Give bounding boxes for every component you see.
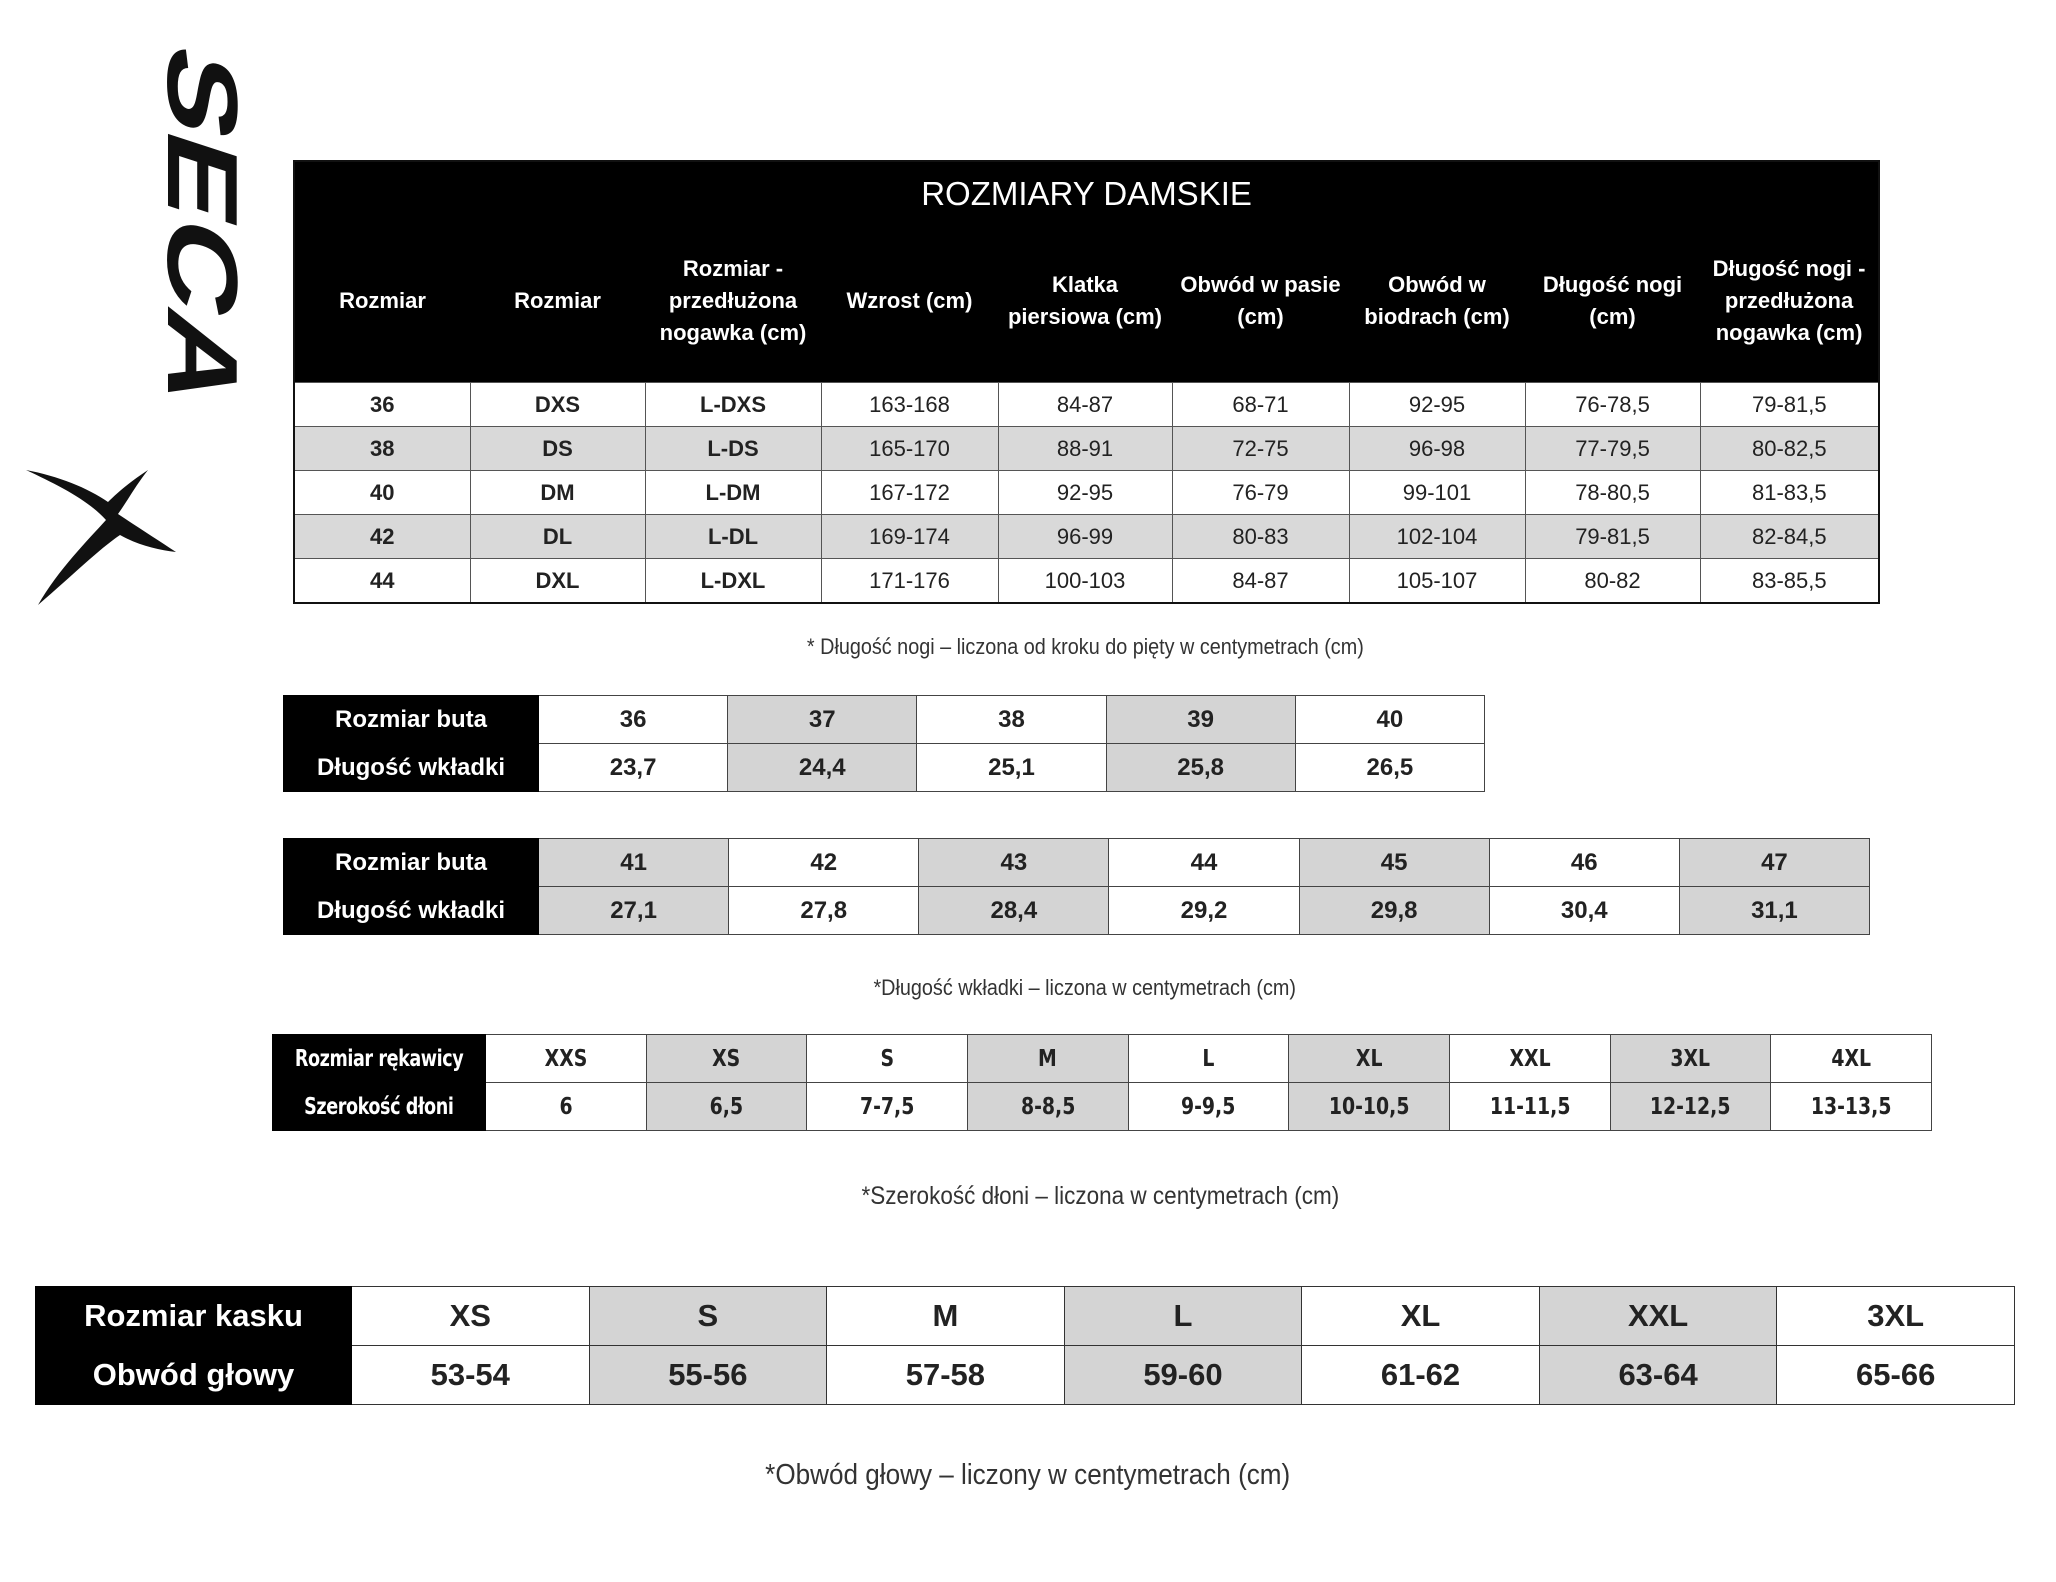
header-cell: Obwód w pasie (cm) xyxy=(1172,220,1349,383)
header-row xyxy=(294,220,1879,383)
table-cell: XL xyxy=(1289,1035,1450,1083)
table-cell: 102-104 xyxy=(1349,515,1525,559)
table-cell: 57-58 xyxy=(827,1346,1065,1405)
glove-size-table xyxy=(272,1034,1932,1131)
table-cell: 80-82 xyxy=(1525,559,1700,604)
table-cell: 72-75 xyxy=(1172,427,1349,471)
table-cell: 38 xyxy=(294,427,470,471)
row-label: Rozmiar buta xyxy=(284,839,539,887)
table-cell: 99-101 xyxy=(1349,471,1525,515)
table-cell: 92-95 xyxy=(1349,383,1525,427)
table-cell: M xyxy=(827,1287,1065,1346)
table-cell: 79-81,5 xyxy=(1700,383,1879,427)
table-cell: 8-8,5 xyxy=(967,1083,1128,1131)
logo-swoosh-icon xyxy=(26,470,176,605)
table-cell: 68-71 xyxy=(1172,383,1349,427)
header-cell: Rozmiar xyxy=(294,220,470,383)
table-cell: 46 xyxy=(1489,839,1679,887)
table-row xyxy=(294,515,1879,559)
table-cell: 41 xyxy=(539,839,729,887)
table-cell: 40 xyxy=(294,471,470,515)
table-cell: L xyxy=(1064,1287,1302,1346)
table-row xyxy=(294,383,1879,427)
table-cell: 6 xyxy=(486,1083,647,1131)
row-label: Rozmiar rękawicy xyxy=(273,1035,486,1083)
table-cell: 31,1 xyxy=(1679,887,1869,935)
table-cell: L-DXL xyxy=(645,559,821,604)
header-cell: Długość nogi - przedłużona nogawka (cm) xyxy=(1700,220,1879,383)
table-cell: 42 xyxy=(729,839,919,887)
table-cell: L-DXS xyxy=(645,383,821,427)
table-cell: 55-56 xyxy=(589,1346,827,1405)
table-cell: 165-170 xyxy=(821,427,998,471)
logo-text: SECA xyxy=(146,33,259,425)
table-cell: 53-54 xyxy=(352,1346,590,1405)
table-cell: 59-60 xyxy=(1064,1346,1302,1405)
row-label: Długość wkładki xyxy=(284,887,539,935)
table-cell: 4XL xyxy=(1771,1035,1932,1083)
leg-length-note: * Długość nogi – liczona od kroku do pięty w centymetrach (cm) xyxy=(806,634,1364,659)
row-label: Szerokość dłoni xyxy=(273,1083,486,1131)
table-cell: 84-87 xyxy=(998,383,1172,427)
table-cell: 76-78,5 xyxy=(1525,383,1700,427)
table-cell: 163-168 xyxy=(821,383,998,427)
header-cell: Długość nogi (cm) xyxy=(1525,220,1700,383)
table-row xyxy=(294,427,1879,471)
table-cell: DS xyxy=(470,427,645,471)
table-cell: 78-80,5 xyxy=(1525,471,1700,515)
table-cell: XS xyxy=(352,1287,590,1346)
table-cell: 171-176 xyxy=(821,559,998,604)
table-cell: M xyxy=(967,1035,1128,1083)
table-cell: L-DM xyxy=(645,471,821,515)
table-cell: 7-7,5 xyxy=(807,1083,968,1131)
table-cell: 29,2 xyxy=(1109,887,1299,935)
table-cell: 92-95 xyxy=(998,471,1172,515)
table-cell: 26,5 xyxy=(1295,744,1484,792)
table-cell: 65-66 xyxy=(1777,1346,2015,1405)
table-cell: 37 xyxy=(728,696,917,744)
table-cell: 42 xyxy=(294,515,470,559)
table-cell: 80-83 xyxy=(1172,515,1349,559)
table-cell: 24,4 xyxy=(728,744,917,792)
table-cell: 36 xyxy=(294,383,470,427)
table-cell: DXL xyxy=(470,559,645,604)
shoe-size-table-1 xyxy=(283,695,1485,792)
table-cell: 167-172 xyxy=(821,471,998,515)
header-cell: Rozmiar - przedłużona nogawka (cm) xyxy=(645,220,821,383)
helmet-size-table xyxy=(35,1286,2015,1405)
table-cell: 9-9,5 xyxy=(1128,1083,1289,1131)
table-cell: 10-10,5 xyxy=(1289,1083,1450,1131)
table-cell: XL xyxy=(1302,1287,1540,1346)
table-cell: 13-13,5 xyxy=(1771,1083,1932,1131)
table-cell: 88-91 xyxy=(998,427,1172,471)
table-cell: 25,8 xyxy=(1106,744,1295,792)
shoe-size-table-2 xyxy=(283,838,1870,935)
table-cell: 44 xyxy=(294,559,470,604)
header-cell: Wzrost (cm) xyxy=(821,220,998,383)
table-cell: XXS xyxy=(486,1035,647,1083)
table-cell: 61-62 xyxy=(1302,1346,1540,1405)
table-cell: 36 xyxy=(539,696,728,744)
head-circumference-note: *Obwód głowy – liczony w centymetrach (cm) xyxy=(765,1459,1291,1491)
row-label: Rozmiar buta xyxy=(284,696,539,744)
table-cell: 81-83,5 xyxy=(1700,471,1879,515)
table-cell: XXL xyxy=(1539,1287,1777,1346)
table-row xyxy=(294,559,1879,604)
table-cell: XXL xyxy=(1449,1035,1610,1083)
table-cell: 27,1 xyxy=(539,887,729,935)
table-cell: L-DL xyxy=(645,515,821,559)
seca-logo xyxy=(18,30,259,615)
table-cell: S xyxy=(589,1287,827,1346)
table-cell: DL xyxy=(470,515,645,559)
table-cell: 28,4 xyxy=(919,887,1109,935)
table-cell: 47 xyxy=(1679,839,1869,887)
table-cell: 3XL xyxy=(1777,1287,2015,1346)
table-cell: 105-107 xyxy=(1349,559,1525,604)
row-label: Długość wkładki xyxy=(284,744,539,792)
table-cell: 80-82,5 xyxy=(1700,427,1879,471)
table-cell: 27,8 xyxy=(729,887,919,935)
table-cell: L xyxy=(1128,1035,1289,1083)
table-cell: 11-11,5 xyxy=(1449,1083,1610,1131)
table-cell: 76-79 xyxy=(1172,471,1349,515)
header-cell: Klatka piersiowa (cm) xyxy=(998,220,1172,383)
table-cell: 25,1 xyxy=(917,744,1106,792)
table-cell: 45 xyxy=(1299,839,1489,887)
women-size-table xyxy=(293,160,1880,604)
header-cell: Rozmiar xyxy=(470,220,645,383)
row-label: Rozmiar kasku xyxy=(36,1287,352,1346)
table-cell: 3XL xyxy=(1610,1035,1771,1083)
table-cell: 84-87 xyxy=(1172,559,1349,604)
table-cell: 77-79,5 xyxy=(1525,427,1700,471)
table-cell: DM xyxy=(470,471,645,515)
table-cell: 96-98 xyxy=(1349,427,1525,471)
table-cell: 96-99 xyxy=(998,515,1172,559)
table-cell: L-DS xyxy=(645,427,821,471)
table-cell: 82-84,5 xyxy=(1700,515,1879,559)
palm-width-note: *Szerokość dłoni – liczona w centymetrach (cm) xyxy=(861,1182,1339,1210)
header-cell: Obwód w biodrach (cm) xyxy=(1349,220,1525,383)
table-cell: 83-85,5 xyxy=(1700,559,1879,604)
table-cell: 40 xyxy=(1295,696,1484,744)
row-label: Obwód głowy xyxy=(36,1346,352,1405)
table-cell: 43 xyxy=(919,839,1109,887)
table-cell: 100-103 xyxy=(998,559,1172,604)
table-row xyxy=(294,471,1879,515)
table-title: ROZMIARY DAMSKIE xyxy=(294,161,1879,220)
table-cell: 63-64 xyxy=(1539,1346,1777,1405)
table-cell: DXS xyxy=(470,383,645,427)
table-cell: XS xyxy=(646,1035,807,1083)
table-cell: 29,8 xyxy=(1299,887,1489,935)
table-cell: 12-12,5 xyxy=(1610,1083,1771,1131)
table-cell: 23,7 xyxy=(539,744,728,792)
table-cell: 39 xyxy=(1106,696,1295,744)
table-cell: 6,5 xyxy=(646,1083,807,1131)
table-cell: 38 xyxy=(917,696,1106,744)
table-cell: 30,4 xyxy=(1489,887,1679,935)
table-cell: 44 xyxy=(1109,839,1299,887)
table-cell: S xyxy=(807,1035,968,1083)
table-cell: 79-81,5 xyxy=(1525,515,1700,559)
insole-note: *Długość wkładki – liczona w centymetrach (cm) xyxy=(873,975,1297,1000)
table-cell: 169-174 xyxy=(821,515,998,559)
